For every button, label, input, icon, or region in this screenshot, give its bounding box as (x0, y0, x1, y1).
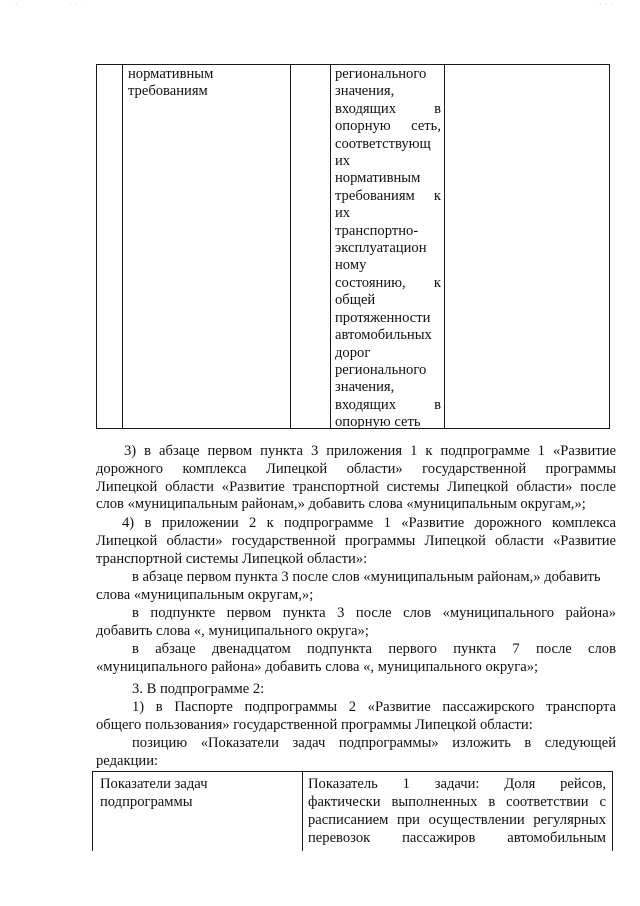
indicator-line: соответствующ (335, 135, 431, 152)
paragraph-passport (96, 699, 616, 735)
indicator-description-line: фактически выполненных в соответствии с (308, 794, 606, 810)
paragraph-line: 1) в Паспорте подпрограммы 2 «Развитие пассажирского транспорта (132, 699, 616, 715)
indicator-line: входящих в (335, 396, 441, 413)
indicator-description-cell (308, 775, 606, 847)
bottom-table-divider (302, 771, 303, 851)
indicator-line: опорную сеть, (335, 118, 441, 135)
paragraph-position-statement (96, 735, 616, 771)
indicator-line: автомобильных (335, 327, 432, 344)
paragraph-line: в подпункте первом пункта 3 после слов «муниципального района» (132, 605, 616, 621)
indicator-line: нормативным (335, 170, 421, 187)
scan-mark-right: · · · · (594, 2, 614, 8)
indicator-line: значения, (335, 379, 395, 396)
paragraph-line: 3) в абзаце первом пункта 3 приложения 1 к подпрограмме 1 «Развитие (124, 443, 616, 459)
indicator-line: протяженности (335, 309, 431, 326)
indicator-description-line: расписанием при осуществлении регулярных (308, 812, 606, 828)
paragraph-line: Липецкой области «Развитие транспортной системы Липецкой области» после (96, 478, 616, 495)
indicator-description-line: Показатель 1 задачи: Доля рейсов, (308, 776, 606, 792)
indicator-line: их (335, 205, 351, 222)
paragraph-first-abzac (96, 569, 616, 605)
paragraph-line: добавить слова «, муниципального округа»; (96, 622, 369, 639)
paragraph-line: в абзаце первом пункта 3 после слов «муниципальным районам,» добавить (132, 569, 601, 585)
paragraph-line: общего пользования» государственной программы Липецкой области: (96, 716, 533, 733)
indicator-line: входящих в (335, 100, 441, 117)
paragraph-line: Липецкой области» государственной программы Липецкой области «Развитие (96, 532, 616, 549)
indicator-line: ному (335, 257, 367, 274)
indicator-line: опорную сеть (335, 414, 421, 431)
top-table-col-line-6 (609, 64, 610, 429)
paragraph-line: слов «муниципальным районам,» добавить слова «муниципальным округам,»; (96, 496, 586, 513)
indicator-line: состоянию, к (335, 274, 441, 291)
paragraph-line: 3. В подпрограмме 2: (132, 681, 265, 697)
paragraph-line: транспортной системы Липецкой области»: (96, 550, 368, 567)
top-table-requirements-cell: нормативным требованиям (128, 66, 214, 100)
paragraph-line: слова «муниципальным округам,»; (96, 586, 314, 603)
top-table-border-top (96, 64, 610, 65)
top-table-col-line-3 (290, 64, 291, 429)
indicator-line: общей (335, 292, 376, 309)
scan-mark-mid: · · · (70, 2, 84, 8)
paragraph-line: в абзаце двенадцатом подпункта первого пункта 7 после слов (132, 641, 616, 657)
top-table-indicator-cell (335, 66, 441, 432)
scan-mark-left: · · (10, 2, 19, 8)
paragraph-line: редакции: (96, 752, 159, 769)
indicator-line: транспортно- (335, 222, 419, 239)
indicator-line: регионального (335, 66, 427, 82)
indicator-line: эксплуатацион (335, 240, 427, 257)
indicator-line: значения, (335, 83, 395, 100)
indicator-line: требованиям к (335, 187, 441, 204)
indicator-line: дорог (335, 344, 371, 361)
bottom-table-right-border (612, 771, 613, 851)
paragraph-line: 4) в приложении 2 к подпрограмме 1 «Развитие дорожного комплекса (122, 515, 616, 531)
bottom-table-left-border (92, 771, 93, 851)
paragraph-subpoint-first (96, 605, 616, 641)
top-table-col-line-1 (96, 64, 97, 429)
paragraph-item-3 (96, 443, 616, 514)
paragraph-twelfth-abzac (96, 641, 616, 677)
paragraph-subprogram-2-heading (96, 681, 616, 699)
bottom-table-border-top (92, 771, 613, 772)
paragraph-line: позицию «Показатели задач подпрограммы» изложить в следующей (132, 735, 616, 751)
top-table-col-line-4 (330, 64, 331, 429)
paragraph-item-4 (96, 515, 616, 568)
indicators-label-cell: Показатели задач подпрограммы (100, 776, 208, 810)
indicator-line: их (335, 153, 351, 170)
indicator-line: регионального (335, 361, 427, 378)
paragraph-line: дорожного комплекса Липецкой области» государственной программы (96, 460, 616, 477)
indicator-description-line: перевозок пассажиров автомобильным (308, 830, 606, 846)
top-table-col-line-5 (444, 64, 445, 429)
paragraph-line: «муниципального района» добавить слова «, муниципального округа»; (96, 658, 539, 675)
top-table-col-line-2 (122, 64, 123, 429)
